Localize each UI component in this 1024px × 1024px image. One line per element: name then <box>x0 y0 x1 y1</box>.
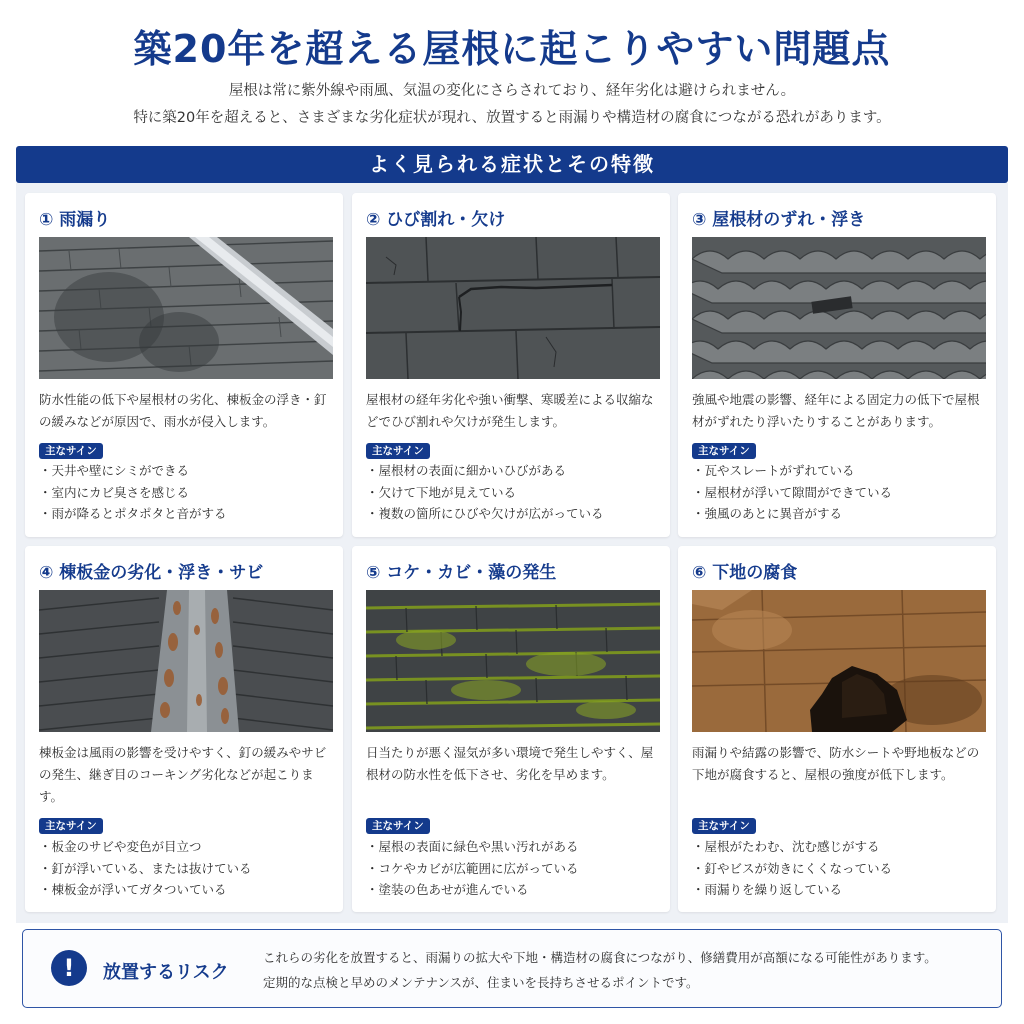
exclamation-icon: ! <box>51 950 87 986</box>
sign-list <box>692 836 988 901</box>
sign-list <box>366 460 662 525</box>
card-description: 雨漏りや結露の影響で、防水シートや野地板などの下地が腐食すると、屋根の強度が低下します。 <box>692 745 980 782</box>
section-heading: よく見られる症状とその特徴 <box>16 146 1008 183</box>
list-item: ・ 雨が降るとポタポタと音がする <box>39 503 335 525</box>
risk-text <box>263 945 993 995</box>
list-item: ・ 釘やビスが効きにくくなっている <box>692 858 988 880</box>
main-signs-badge: 主なサイン <box>366 818 430 834</box>
list-item: ・ コケやカビが広範囲に広がっている <box>366 858 662 880</box>
risk-line-2: 定期的な点検と早めのメンテナンスが、住まいを長持ちさせるポイントです。 <box>263 975 699 990</box>
main-signs-badge: 主なサイン <box>692 818 756 834</box>
list-item: ・ 板金のサビや変色が目立つ <box>39 836 335 858</box>
card-description: 棟板金は風雨の影響を受けやすく、釘の緩みやサビの発生、継ぎ目のコーキング劣化などが起こります。 <box>39 745 327 804</box>
card-title: ② ひび割れ・欠け <box>366 210 506 230</box>
displaced-tiles-photo <box>692 237 986 379</box>
rotted-base-photo <box>692 590 986 732</box>
card-title: ④ 棟板金の劣化・浮き・サビ <box>39 563 264 583</box>
list-item: ・ 屋根材の表面に細かいひびがある <box>366 460 662 482</box>
sign-list <box>39 460 335 525</box>
intro-line-2: 特に築20年を超えると、さまざまな劣化症状が現れ、放置すると雨漏りや構造材の腐食につながる恐れがあります。 <box>133 110 891 126</box>
card-description: 防水性能の低下や屋根材の劣化、棟板金の浮き・釘の緩みなどが原因で、雨水が侵入します。 <box>39 392 327 429</box>
risk-title: 放置するリスク <box>103 962 229 983</box>
list-item: ・ 屋根材が浮いて隙間ができている <box>692 482 988 504</box>
symptom-card-displacement <box>678 193 996 537</box>
main-signs-badge: 主なサイン <box>366 443 430 459</box>
symptom-card-crack <box>352 193 670 537</box>
card-description: 日当たりが悪く湿気が多い環境で発生しやすく、屋根材の防水性を低下させ、劣化を早めます。 <box>366 745 654 782</box>
risk-callout <box>22 929 1002 1008</box>
card-title: ① 雨漏り <box>39 210 111 230</box>
list-item: ・ 室内にカビ臭さを感じる <box>39 482 335 504</box>
main-signs-badge: 主なサイン <box>39 818 103 834</box>
list-item: ・ 屋根の表面に緑色や黒い汚れがある <box>366 836 662 858</box>
sign-list <box>692 460 988 525</box>
list-item: ・ 棟板金が浮いてガタついている <box>39 879 335 901</box>
card-title: ⑤ コケ・カビ・藻の発生 <box>366 563 557 583</box>
list-item: ・ 欠けて下地が見えている <box>366 482 662 504</box>
page-title: 築20年を超える屋根に起こりやすい問題点 <box>133 27 891 71</box>
intro <box>0 78 1024 132</box>
main-signs-badge: 主なサイン <box>692 443 756 459</box>
list-item: ・ 強風のあとに異音がする <box>692 503 988 525</box>
ridge-metal-photo <box>39 590 333 732</box>
list-item: ・ 屋根がたわむ、沈む感じがする <box>692 836 988 858</box>
crack-photo <box>366 237 660 379</box>
card-description: 屋根材の経年劣化や強い衝撃、寒暖差による収縮などでひび割れや欠けが発生します。 <box>366 392 654 429</box>
list-item: ・ 塗装の色あせが進んでいる <box>366 879 662 901</box>
card-title: ⑥ 下地の腐食 <box>692 563 798 583</box>
symptom-card-rot <box>678 546 996 912</box>
main-signs-badge: 主なサイン <box>39 443 103 459</box>
sign-list <box>39 836 335 901</box>
sign-list <box>366 836 662 901</box>
leak-photo <box>39 237 333 379</box>
symptom-card-ridge-metal <box>25 546 343 912</box>
moss-photo <box>366 590 660 732</box>
card-title: ③ 屋根材のずれ・浮き <box>692 210 866 230</box>
intro-line-1: 屋根は常に紫外線や雨風、気温の変化にさらされており、経年劣化は避けられません。 <box>228 83 796 99</box>
list-item: ・ 雨漏りを繰り返している <box>692 879 988 901</box>
symptom-card-leak <box>25 193 343 537</box>
card-description: 強風や地震の影響、経年による固定力の低下で屋根材がずれたり浮いたりすることがあります。 <box>692 392 980 429</box>
symptom-card-moss <box>352 546 670 912</box>
list-item: ・ 釘が浮いている、または抜けている <box>39 858 335 880</box>
list-item: ・ 複数の箇所にひびや欠けが広がっている <box>366 503 662 525</box>
list-item: ・ 瓦やスレートがずれている <box>692 460 988 482</box>
risk-line-1: これらの劣化を放置すると、雨漏りの拡大や下地・構造材の腐食につながり、修繕費用が高額になる可能性があります。 <box>263 950 937 965</box>
list-item: ・ 天井や壁にシミができる <box>39 460 335 482</box>
